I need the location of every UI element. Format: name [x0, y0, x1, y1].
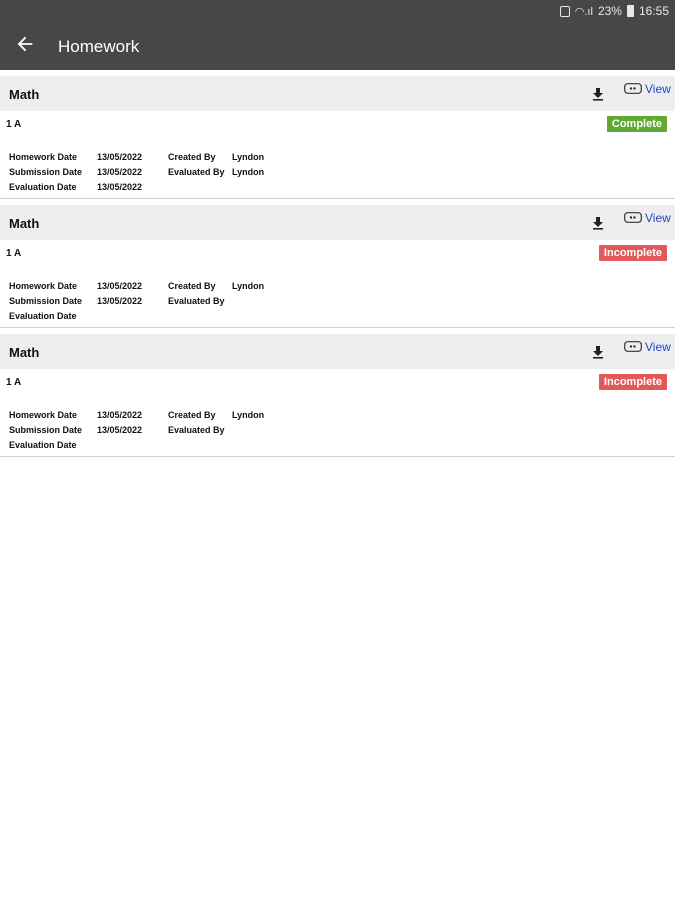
- submission-date-label: Submission Date: [9, 425, 83, 435]
- homework-card: [0, 205, 675, 328]
- card-body: [0, 369, 675, 456]
- created-by-value: Lyndon: [232, 152, 265, 162]
- created-by-label: Created By: [168, 281, 216, 291]
- app-bar: [0, 0, 675, 70]
- card-body: [0, 111, 675, 198]
- created-by-label: Created By: [168, 152, 216, 162]
- status-badge: Incomplete: [599, 245, 667, 261]
- wifi-signal-icon: ◠.ıl: [574, 5, 593, 18]
- view-icon[interactable]: [624, 83, 642, 94]
- card-body: [0, 240, 675, 327]
- clock: 16:55: [638, 4, 669, 18]
- subject-label: Math: [9, 345, 40, 360]
- view-link[interactable]: View: [645, 340, 671, 354]
- homework-details: [9, 150, 264, 195]
- subject-label: Math: [9, 216, 40, 231]
- download-icon[interactable]: [592, 216, 604, 230]
- homework-date-label: Homework Date: [9, 410, 78, 420]
- evaluation-date-label: Evaluation Date: [9, 311, 77, 321]
- homework-card: [0, 76, 675, 199]
- card-header: [0, 334, 675, 369]
- homework-details: [9, 279, 264, 324]
- evaluation-date-label: Evaluation Date: [9, 182, 77, 192]
- homework-date-label: Homework Date: [9, 152, 78, 162]
- homework-date-value: 13/05/2022: [97, 281, 143, 291]
- created-by-value: Lyndon: [232, 281, 265, 291]
- battery-percent: 23%: [597, 4, 622, 18]
- evaluated-by-value: Lyndon: [232, 167, 265, 177]
- battery-icon: [627, 5, 634, 17]
- evaluation-date-value: [97, 309, 168, 324]
- submission-date-label: Submission Date: [9, 167, 83, 177]
- submission-date-value: 13/05/2022: [97, 296, 143, 306]
- subject-label: Math: [9, 87, 40, 102]
- evaluated-by-label: Evaluated By: [168, 425, 225, 435]
- download-icon[interactable]: [592, 345, 604, 359]
- status-badge: Incomplete: [599, 374, 667, 390]
- view-link[interactable]: View: [645, 82, 671, 96]
- card-header: [0, 205, 675, 240]
- notification-icon: [560, 6, 570, 17]
- homework-date-value: 13/05/2022: [97, 410, 143, 420]
- evaluated-by-label: Evaluated By: [168, 296, 225, 306]
- evaluation-date-value: 13/05/2022: [97, 182, 143, 192]
- homework-card: [0, 334, 675, 457]
- created-by-label: Created By: [168, 410, 216, 420]
- page-title: Homework: [58, 37, 140, 56]
- submission-date-value: 13/05/2022: [97, 167, 143, 177]
- created-by-value: Lyndon: [232, 410, 265, 420]
- view-icon[interactable]: [624, 212, 642, 223]
- submission-date-label: Submission Date: [9, 296, 83, 306]
- homework-details: [9, 408, 264, 453]
- view-link[interactable]: View: [645, 211, 671, 225]
- class-label: 1 A: [6, 377, 22, 388]
- status-bar: [560, 0, 669, 22]
- evaluation-date-label: Evaluation Date: [9, 440, 77, 450]
- submission-date-value: 13/05/2022: [97, 425, 143, 435]
- evaluated-by-label: Evaluated By: [168, 167, 225, 177]
- download-icon[interactable]: [592, 87, 604, 101]
- homework-date-value: 13/05/2022: [97, 152, 143, 162]
- homework-date-label: Homework Date: [9, 281, 78, 291]
- class-label: 1 A: [6, 248, 22, 259]
- view-icon[interactable]: [624, 341, 642, 352]
- evaluation-date-value: [97, 438, 168, 453]
- class-label: 1 A: [6, 119, 22, 130]
- back-arrow-icon[interactable]: [14, 33, 36, 55]
- card-header: [0, 76, 675, 111]
- status-badge: Complete: [607, 116, 667, 132]
